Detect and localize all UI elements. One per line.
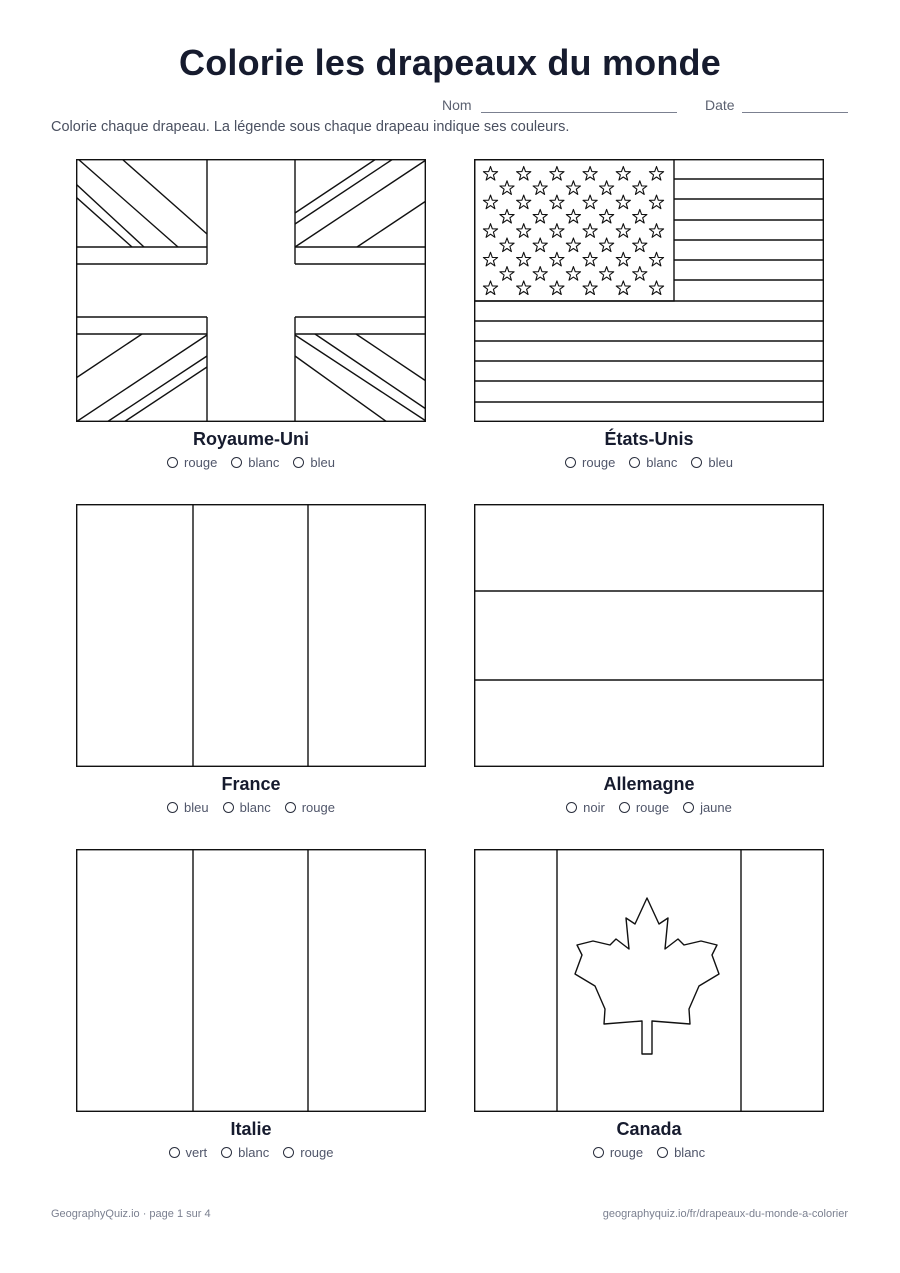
legend-item[interactable] [221, 1145, 269, 1160]
footer-url[interactable]: geographyquiz.io/fr/drapeaux-du-monde-a-colorier [602, 1208, 848, 1220]
star-icon [566, 238, 580, 252]
color-circle-icon [619, 802, 630, 813]
legend-item[interactable] [629, 455, 677, 470]
star-icon [616, 281, 630, 295]
star-icon [500, 267, 514, 281]
legend-label: blanc [239, 800, 271, 815]
flag-name: France [221, 774, 281, 794]
star-icon [500, 209, 514, 223]
color-circle-icon [565, 457, 576, 468]
legend-label: rouge [635, 800, 670, 815]
legend-item[interactable] [691, 455, 733, 470]
star-icon [566, 209, 580, 223]
legend-item[interactable] [167, 800, 209, 815]
stars-group [483, 167, 663, 295]
flag-name: Canada [616, 1119, 682, 1139]
color-circle-icon [657, 1147, 668, 1158]
star-icon [483, 167, 497, 181]
legend-label: vert [185, 1145, 208, 1160]
flag-card-germany [474, 504, 824, 815]
date-field[interactable] [742, 112, 848, 113]
germany-flag-outline[interactable] [474, 504, 824, 767]
legend-item[interactable] [566, 800, 605, 815]
legend-label: noir [583, 800, 605, 815]
color-legend [76, 800, 426, 815]
legend-item[interactable] [167, 455, 217, 470]
star-icon [616, 167, 630, 181]
legend-item[interactable] [683, 800, 732, 815]
legend-label: rouge [609, 1145, 644, 1160]
star-icon [517, 252, 531, 266]
star-icon [533, 209, 547, 223]
flag-card-canada [474, 849, 824, 1160]
maple-leaf-icon [575, 898, 719, 1054]
star-icon [649, 224, 663, 238]
color-legend [474, 800, 824, 815]
star-icon [550, 252, 564, 266]
star-icon [533, 267, 547, 281]
legend-item[interactable] [223, 800, 271, 815]
canada-flag-outline[interactable] [474, 849, 824, 1112]
legend-label: blanc [646, 455, 678, 470]
star-icon [583, 224, 597, 238]
uk-flag-outline[interactable] [76, 159, 426, 422]
instructions: Colorie chaque drapeau. La légende sous chaque drapeau indique ses couleurs. [51, 119, 570, 135]
star-icon [633, 181, 647, 195]
color-legend [76, 1145, 426, 1160]
star-icon [616, 252, 630, 266]
star-icon [550, 195, 564, 209]
legend-label: blanc [238, 1145, 270, 1160]
color-circle-icon [167, 457, 178, 468]
color-circle-icon [566, 802, 577, 813]
star-icon [616, 195, 630, 209]
legend-label: bleu [184, 800, 209, 815]
color-circle-icon [221, 1147, 232, 1158]
star-icon [583, 167, 597, 181]
name-label: Nom [442, 97, 472, 113]
legend-item[interactable] [169, 1145, 208, 1160]
star-icon [500, 181, 514, 195]
flag-card-uk [76, 159, 426, 470]
star-icon [533, 238, 547, 252]
flag-card-italy [76, 849, 426, 1160]
color-circle-icon [683, 802, 694, 813]
star-icon [550, 281, 564, 295]
page-title: Colorie les drapeaux du monde [179, 42, 721, 83]
color-circle-icon [231, 457, 242, 468]
star-icon [483, 224, 497, 238]
star-icon [483, 281, 497, 295]
color-legend [474, 455, 824, 470]
star-icon [517, 167, 531, 181]
star-icon [583, 195, 597, 209]
legend-label: jaune [700, 800, 732, 815]
star-icon [600, 238, 614, 252]
flag-name: Italie [230, 1119, 272, 1139]
color-circle-icon [293, 457, 304, 468]
star-icon [583, 281, 597, 295]
flag-name: États-Unis [604, 429, 694, 449]
usa-flag-outline[interactable] [474, 159, 824, 422]
color-circle-icon [629, 457, 640, 468]
color-circle-icon [283, 1147, 294, 1158]
star-icon [600, 181, 614, 195]
star-icon [483, 252, 497, 266]
legend-item[interactable] [231, 455, 279, 470]
footer-page-info: GeographyQuiz.io · page 1 sur 4 [51, 1208, 211, 1220]
star-icon [517, 281, 531, 295]
legend-label: rouge [184, 455, 218, 470]
star-icon [600, 209, 614, 223]
star-icon [600, 267, 614, 281]
star-icon [633, 238, 647, 252]
star-icon [550, 167, 564, 181]
legend-item[interactable] [565, 455, 615, 470]
color-circle-icon [167, 802, 178, 813]
color-circle-icon [691, 457, 702, 468]
flag-name: Royaume-Uni [192, 429, 309, 449]
legend-item[interactable] [619, 800, 669, 815]
color-circle-icon [169, 1147, 180, 1158]
legend-label: rouge [582, 455, 616, 470]
star-icon [550, 224, 564, 238]
star-icon [517, 224, 531, 238]
color-circle-icon [593, 1147, 604, 1158]
legend-label: bleu [708, 455, 733, 470]
legend-item[interactable] [283, 1145, 333, 1160]
star-icon [483, 195, 497, 209]
flag-name: Allemagne [603, 774, 695, 794]
legend-label: rouge [301, 800, 335, 815]
name-field[interactable] [481, 112, 677, 113]
color-circle-icon [285, 802, 296, 813]
star-icon [566, 181, 580, 195]
legend-label: blanc [674, 1145, 706, 1160]
star-icon [533, 181, 547, 195]
star-icon [649, 281, 663, 295]
legend-label: blanc [248, 455, 280, 470]
date-label: Date [705, 97, 735, 113]
star-icon [583, 252, 597, 266]
legend-label: bleu [310, 455, 335, 470]
legend-item[interactable] [293, 455, 335, 470]
legend-item[interactable] [285, 800, 335, 815]
flag-card-france [76, 504, 426, 815]
france-flag-outline[interactable] [76, 504, 426, 767]
star-icon [616, 224, 630, 238]
color-circle-icon [223, 802, 234, 813]
star-icon [566, 267, 580, 281]
star-icon [649, 252, 663, 266]
italy-flag-outline[interactable] [76, 849, 426, 1112]
color-legend [474, 1145, 824, 1160]
legend-item[interactable] [657, 1145, 705, 1160]
star-icon [517, 195, 531, 209]
star-icon [649, 195, 663, 209]
legend-label: rouge [300, 1145, 334, 1160]
star-icon [633, 267, 647, 281]
star-icon [649, 167, 663, 181]
star-icon [633, 209, 647, 223]
flag-card-usa [474, 159, 824, 470]
star-icon [500, 238, 514, 252]
legend-item[interactable] [593, 1145, 643, 1160]
color-legend [76, 455, 426, 470]
